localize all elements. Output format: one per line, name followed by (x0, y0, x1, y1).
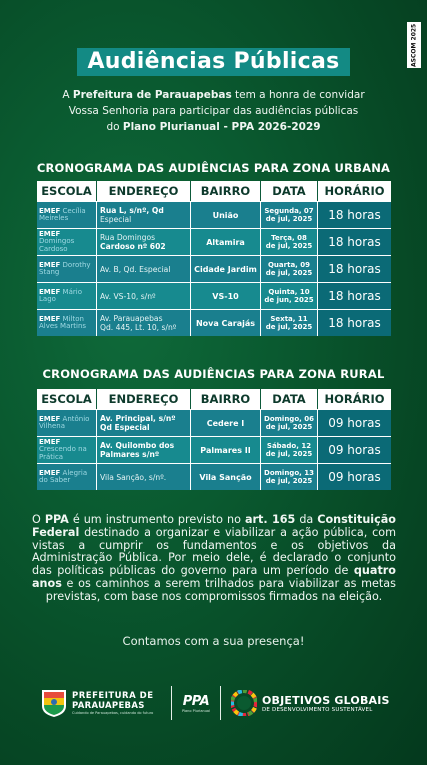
ppa-subtitle: Plano Plurianual (181, 708, 211, 713)
col-bairro: BAIRRO (191, 181, 261, 201)
cell-escola: EMEF Alegria do Saber (37, 463, 97, 490)
table-header-row (37, 389, 391, 409)
ods-title: OBJETIVOS GLOBAIS (262, 693, 390, 707)
title-wrap (0, 48, 427, 76)
cell-data: Segunda, 07 de jul, 2025 (261, 201, 318, 228)
cell-endereco: Av. Principal, s/nº Qd Especial (97, 409, 191, 436)
cell-bairro: Altamira (191, 228, 261, 255)
cell-horario: 18 horas (318, 255, 391, 282)
table-row (37, 282, 391, 309)
col-data: DATA (261, 389, 318, 409)
cell-endereco: Av. VS-10, s/nº (97, 282, 191, 309)
cell-data: Domingo, 13 de jul, 2025 (261, 463, 318, 490)
cell-horario: 18 horas (318, 228, 391, 255)
cell-horario: 09 horas (318, 436, 391, 463)
prefeitura-label-2: PARAUAPEBAS (72, 700, 145, 711)
ppa-logo (178, 694, 214, 713)
cell-bairro: União (191, 201, 261, 228)
table-row (37, 436, 391, 463)
cell-data: Domingo, 06 de jul, 2025 (261, 409, 318, 436)
rural-schedule-table (37, 389, 391, 490)
ppa-mark: PPA (182, 693, 210, 709)
cell-endereco: Av. Quilombo dos Palmares s/nº (97, 436, 191, 463)
col-escola: ESCOLA (37, 181, 97, 201)
col-bairro: BAIRRO (191, 389, 261, 409)
ods-logo (231, 690, 390, 716)
cell-escola: EMEF Antônio Vilhena (37, 409, 97, 436)
col-horario: HORÁRIO (318, 389, 391, 409)
footer-logos (40, 683, 390, 723)
closing-text: Contamos com a sua presença! (122, 634, 305, 648)
col-horario: HORÁRIO (318, 181, 391, 201)
sdg-wheel-icon (231, 690, 257, 716)
cell-bairro: Cidade Jardim (191, 255, 261, 282)
cell-data: Sexta, 11 de jul, 2025 (261, 309, 318, 336)
urban-schedule-table (37, 181, 391, 336)
prefeitura-emblem-icon (40, 688, 68, 718)
cell-escola: EMEF Crescendo na Prática (37, 436, 97, 463)
prefeitura-logo (40, 688, 165, 718)
cell-escola: EMEF Mário Lago (37, 282, 97, 309)
cell-endereco: Rua L, s/nº, Qd Especial (97, 201, 191, 228)
prefeitura-label-1: PREFEITURA DE (72, 690, 154, 701)
table-row (37, 409, 391, 436)
divider (220, 686, 221, 720)
cell-horario: 18 horas (318, 282, 391, 309)
cell-data: Quinta, 10 de jun, 2025 (261, 282, 318, 309)
cell-data: Quarta, 09 de jul, 2025 (261, 255, 318, 282)
cell-data: Sábado, 12 de jul, 2025 (261, 436, 318, 463)
cell-endereco: Av. B, Qd. Especial (97, 255, 191, 282)
cell-bairro: Vila Sanção (191, 463, 261, 490)
urban-schedule-title: CRONOGRAMA DAS AUDIÊNCIAS PARA ZONA URBANA (36, 161, 391, 175)
col-escola: ESCOLA (37, 389, 97, 409)
table-row (37, 255, 391, 282)
cell-escola: EMEF Cecília Meireles (37, 201, 97, 228)
cell-endereco: Av. Parauapebas Qd. 445, Lt. 10, s/nº (97, 309, 191, 336)
table-row (37, 201, 391, 228)
cell-escola: EMEF Milton Alves Martins (37, 309, 97, 336)
col-endereco: ENDEREÇO (97, 389, 191, 409)
cell-data: Terça, 08 de jul, 2025 (261, 228, 318, 255)
table-row (37, 463, 391, 490)
col-endereco: ENDEREÇO (97, 181, 191, 201)
cell-horario: 09 horas (318, 463, 391, 490)
divider (171, 686, 172, 720)
cell-endereco: Vila Sanção, s/nº. (97, 463, 191, 490)
cell-bairro: Cedere I (191, 409, 261, 436)
rural-schedule-title: CRONOGRAMA DAS AUDIÊNCIAS PARA ZONA RURAL (42, 367, 385, 381)
cell-bairro: Nova Carajás (191, 309, 261, 336)
table-row (37, 309, 391, 336)
ods-subtitle: DE DESENVOLVIMENTO SUSTENTÁVEL (262, 706, 373, 713)
prefeitura-tagline: Cuidando de Parauapebas, cuidando do futuro (72, 710, 154, 715)
cell-escola: EMEF Dorothy Stang (37, 255, 97, 282)
cell-horario: 18 horas (318, 201, 391, 228)
col-data: DATA (261, 181, 318, 201)
cell-horario: 18 horas (318, 309, 391, 336)
table-row (37, 228, 391, 255)
cell-bairro: Palmares II (191, 436, 261, 463)
ascom-badge: ASCOM 2025 (407, 22, 421, 68)
ppa-description: O PPA é um instrumento previsto no art. 165 da Constituição Federal destinado a organizar e viabilizar a ação pública, com vistas a cumprir os fundamentos e os objetivos da Administração Pública. Por meio dele, é declarado o conjunto das políticas públicas do governo para um período de quatro anos e os caminhos a serem trilhados para viabilizar as metas previstas, com base nos compromissos firmados na eleição. (32, 513, 396, 603)
table-header-row (37, 181, 391, 201)
cell-escola: EMEF Domingos Cardoso (37, 228, 97, 255)
cell-horario: 09 horas (318, 409, 391, 436)
intro-text: A Prefeitura de Parauapebas tem a honra de convidar Vossa Senhoria para participar das audiências públicas do Plano Plurianual - PPA 2026-2029 (62, 89, 365, 133)
page-title: Audiências Públicas (77, 48, 349, 76)
cell-bairro: VS-10 (191, 282, 261, 309)
cell-endereco: Rua Domingos Cardoso nº 602 (97, 228, 191, 255)
